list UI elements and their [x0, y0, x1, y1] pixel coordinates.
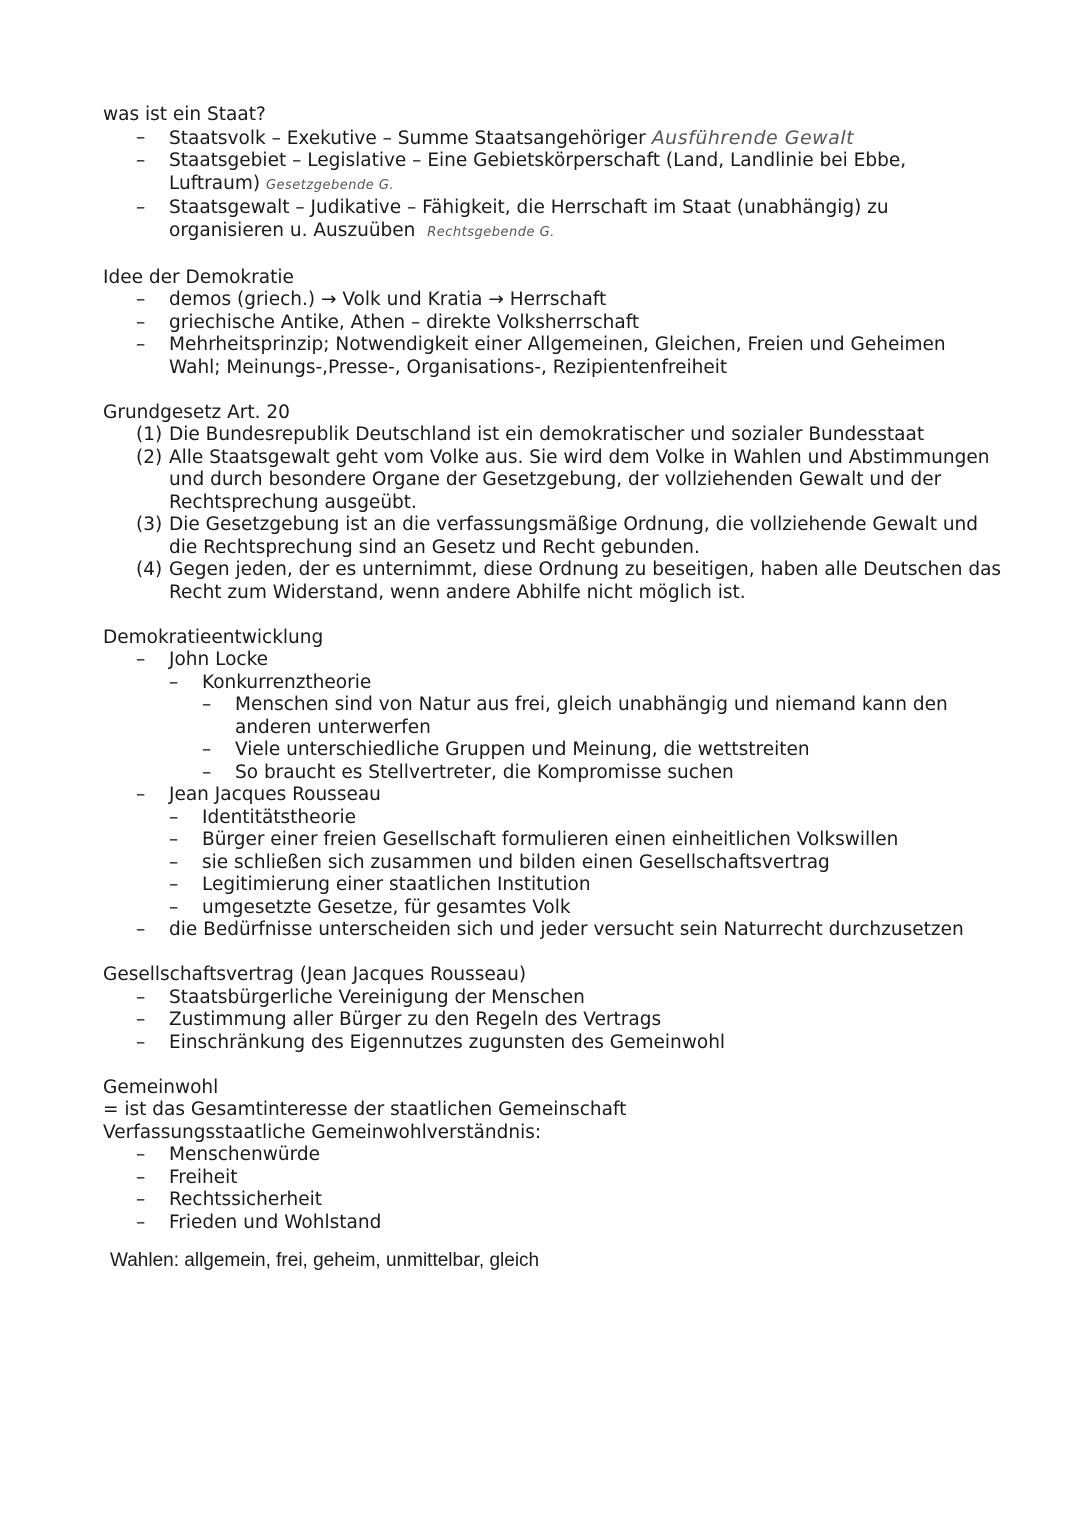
- item-text: Mehrheitsprinzip; Notwendigkeit einer Allgemeinen, Gleichen, Freien und Geheimen Wahl; Meinungs-,Presse-, Organisations-, Rezipientenfreiheit: [169, 334, 946, 378]
- bullet-marker: –: [136, 784, 146, 805]
- definition-text: = ist das Gesamtinteresse der staatlichen Gemeinschaft: [103, 1099, 627, 1120]
- list-item: [103, 1212, 1003, 1235]
- item-text: Staatsgewalt – Judikative – Fähigkeit, die Herrschaft im Staat (unabhängig) zu organisieren u. Auszuüben Rechtsgebende G.: [169, 197, 889, 241]
- item-text: Menschenwürde: [169, 1144, 320, 1165]
- item-text: Freiheit: [169, 1166, 238, 1188]
- bullet-marker: –: [136, 197, 146, 218]
- list-item: [103, 852, 1003, 875]
- list-item: [103, 987, 1003, 1010]
- item-text: griechische Antike, Athen – direkte Volksherrschaft: [169, 311, 640, 333]
- list-item: [103, 784, 1003, 807]
- item-text: Legitimierung einer staatlichen Institution: [202, 874, 591, 895]
- numbered-item: [103, 424, 1003, 447]
- bullet-marker: –: [169, 874, 179, 895]
- bullet-marker: (1): [136, 424, 163, 445]
- item-text: Bürger einer freien Gesellschaft formulieren einen einheitlichen Volkswillen: [202, 829, 899, 850]
- bullet-marker: –: [202, 761, 212, 783]
- section-heading: Demokratieentwicklung: [103, 626, 324, 648]
- item-text: John Locke: [169, 649, 269, 670]
- notes-page: [103, 104, 1003, 1257]
- subheading-text: Verfassungsstaatliche Gemeinwohlverständnis:: [103, 1121, 542, 1143]
- section-heading: Gemeinwohl: [103, 1076, 219, 1098]
- section-grundgesetz: [103, 402, 1003, 605]
- list-item: [103, 672, 1003, 695]
- bullet-marker: –: [202, 694, 212, 715]
- list-item: [103, 807, 1003, 830]
- item-text: Frieden und Wohlstand: [169, 1211, 382, 1233]
- section-heading: Idee der Demokratie: [103, 266, 294, 288]
- item-text: demos (griech.) → Volk und Kratia → Herrschaft: [169, 289, 607, 310]
- list-item: [103, 874, 1003, 897]
- bullet-marker: –: [169, 896, 179, 918]
- list-item: [103, 1167, 1003, 1190]
- item-text: sie schließen sich zusammen und bilden einen Gesellschaftsvertrag: [202, 851, 830, 873]
- bullet-marker: (2): [136, 446, 163, 468]
- bullet-marker: –: [136, 150, 146, 171]
- item-text: umgesetzte Gesetze, für gesamtes Volk: [202, 896, 571, 918]
- section-heading: was ist ein Staat?: [103, 104, 266, 125]
- item-text: Alle Staatsgewalt geht vom Volke aus. Sie wird dem Volke in Wahlen und Abstimmungen und durch besondere Organe der Gesetzgebung, der vollziehenden Gewalt und der Rechtsprechung ausgeübt.: [169, 446, 990, 513]
- section-demokratie: [103, 267, 1003, 380]
- list-item: [103, 334, 1003, 379]
- list-item: [103, 694, 1003, 739]
- item-text: Konkurrenztheorie: [202, 671, 372, 693]
- list-item: [103, 127, 1003, 151]
- item-text: Staatsvolk – Exekutive – Summe Staatsangehöriger Ausführende Gewalt: [169, 126, 855, 149]
- numbered-item: [103, 514, 1003, 559]
- bullet-marker: –: [136, 126, 146, 148]
- list-item: [103, 312, 1003, 335]
- bullet-marker: –: [169, 671, 179, 693]
- section-entwicklung: [103, 627, 1003, 942]
- bullet-marker: –: [136, 1144, 146, 1165]
- handwritten-note: Rechtsgebende G.: [427, 224, 555, 240]
- item-text: Identitätstheorie: [202, 806, 356, 828]
- item-text: Menschen sind von Natur aus frei, gleich unabhängig und niemand kann den anderen unterwerfen: [235, 694, 948, 738]
- item-text: Staatsbürgerliche Vereinigung der Menschen: [169, 986, 585, 1008]
- item-text: Die Bundesrepublik Deutschland ist ein demokratischer und sozialer Bundesstaat: [169, 424, 925, 445]
- bullet-marker: –: [136, 1031, 146, 1053]
- list-item: [103, 289, 1003, 312]
- list-item: [103, 919, 1003, 942]
- bullet-marker: –: [169, 829, 179, 850]
- bullet-marker: (4): [136, 559, 163, 580]
- item-text: Zustimmung aller Bürger zu den Regeln des Vertrags: [169, 1009, 662, 1030]
- section-heading: Grundgesetz Art. 20: [103, 401, 290, 423]
- item-text: Jean Jacques Rousseau: [169, 784, 381, 805]
- section-gemeinwohl: [103, 1077, 1003, 1235]
- item-text: Viele unterschiedliche Gruppen und Meinung, die wettstreiten: [235, 739, 810, 760]
- numbered-item: [103, 559, 1003, 604]
- bullet-marker: –: [136, 649, 146, 670]
- bullet-marker: –: [136, 1166, 146, 1188]
- item-text: Rechtssicherheit: [169, 1189, 323, 1210]
- item-text: Einschränkung des Eigennutzes zugunsten des Gemeinwohl: [169, 1031, 726, 1053]
- bullet-marker: –: [136, 311, 146, 333]
- item-text: Die Gesetzgebung ist an die verfassungsmäßige Ordnung, die vollziehende Gewalt und die Rechtsprechung sind an Gesetz und Recht gebunden.: [169, 514, 979, 558]
- list-item: [103, 897, 1003, 920]
- list-item: [103, 1189, 1003, 1212]
- list-item: [103, 1009, 1003, 1032]
- section-heading: Gesellschaftsvertrag (Jean Jacques Rousseau): [103, 964, 527, 985]
- item-text: die Bedürfnisse unterscheiden sich und jeder versucht sein Naturrecht durchzusetzen: [169, 919, 964, 940]
- list-item: [103, 829, 1003, 852]
- bullet-marker: –: [136, 919, 146, 940]
- bullet-marker: –: [136, 1009, 146, 1030]
- numbered-item: [103, 447, 1003, 515]
- item-text: Staatsgebiet – Legislative – Eine Gebietskörperschaft (Land, Landlinie bei Ebbe, Luftraum) Gesetzgebende G.: [169, 150, 907, 194]
- handwritten-note: Gesetzgebende G.: [265, 177, 395, 193]
- list-item: [103, 150, 1003, 197]
- list-item: [103, 739, 1003, 762]
- bullet-marker: –: [136, 986, 146, 1008]
- list-item: [103, 762, 1003, 785]
- item-text: So braucht es Stellvertreter, die Kompromisse suchen: [235, 761, 734, 783]
- list-item: [103, 1032, 1003, 1055]
- bullet-marker: –: [136, 334, 146, 355]
- wahlen-line: Wahlen: allgemein, frei, geheim, unmittelbar, gleich: [110, 1250, 540, 1271]
- bullet-marker: –: [136, 289, 146, 310]
- bullet-marker: –: [136, 1189, 146, 1210]
- section-vertrag: [103, 964, 1003, 1054]
- list-item: [103, 649, 1003, 672]
- bullet-marker: –: [169, 851, 179, 873]
- bullet-marker: –: [202, 739, 212, 760]
- bullet-marker: –: [169, 806, 179, 828]
- list-item: [103, 1144, 1003, 1167]
- list-item: [103, 197, 1003, 244]
- section-staat: [103, 104, 1003, 244]
- handwritten-note: Ausführende Gewalt: [651, 126, 855, 149]
- bullet-marker: –: [136, 1211, 146, 1233]
- item-text: Gegen jeden, der es unternimmt, diese Ordnung zu beseitigen, haben alle Deutschen das Recht zum Widerstand, wenn andere Abhilfe nicht möglich ist.: [169, 559, 1002, 603]
- bullet-marker: (3): [136, 514, 163, 535]
